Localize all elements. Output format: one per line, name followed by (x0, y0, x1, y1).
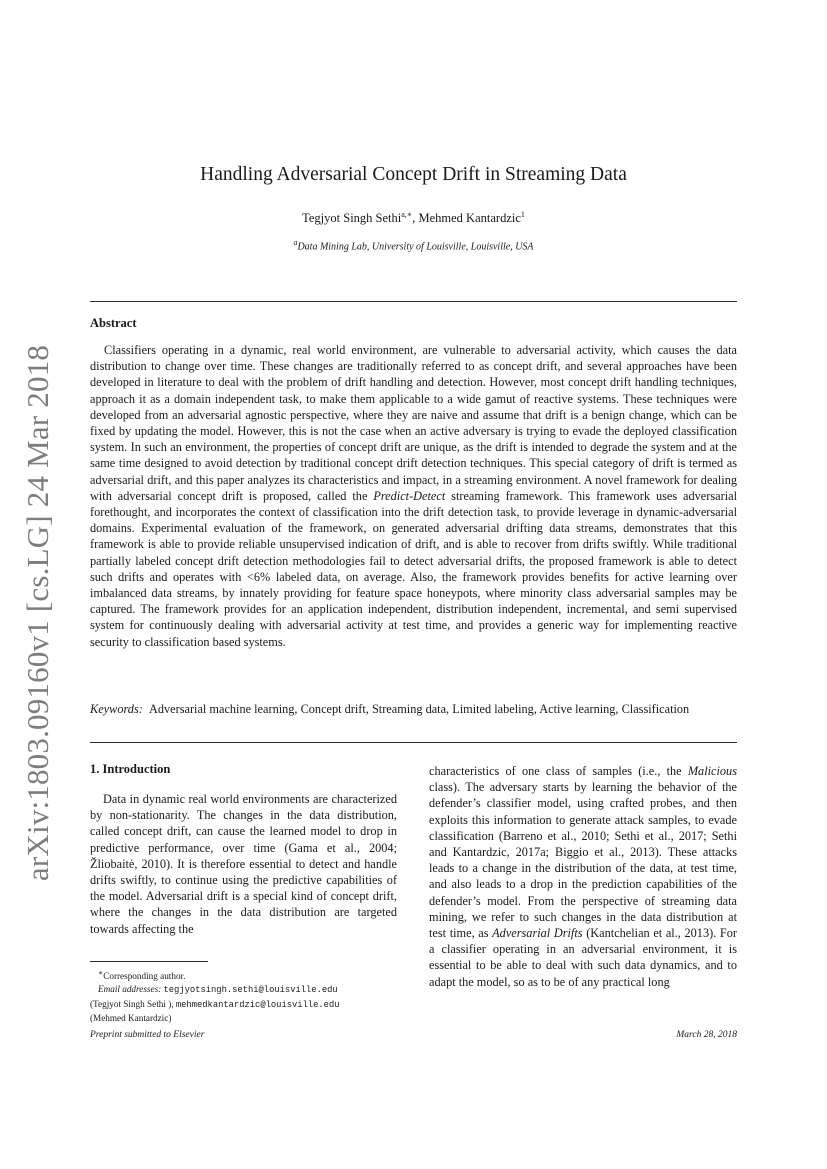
paragraph-text: characteristics of one class of samples (i.e., the (429, 764, 688, 778)
footnote (90, 966, 397, 1026)
keywords-divider (90, 742, 737, 743)
keywords-list: Adversarial machine learning, Concept drift, Streaming data, Limited labeling, Active learning, Classification (148, 702, 690, 716)
author-affiliation-mark: 1 (520, 210, 525, 219)
email-address[interactable]: tegjyotsingh.sethi@louisville.edu (163, 985, 338, 996)
author-affiliation-mark: a,∗ (401, 210, 413, 219)
arxiv-identifier-stamp (14, 344, 62, 882)
author-name: Tegjyot Singh Sethi (302, 211, 402, 226)
footnote-corresponding (90, 966, 397, 983)
date-note: March 28, 2018 (676, 1030, 737, 1040)
preprint-note: Preprint submitted to Elsevier (90, 1030, 205, 1040)
header-divider (90, 301, 737, 302)
paragraph-text: (Kantchelian et al., 2013). For a classifier operating in an adversarial environment, it is essential to be able to deal with such data dynamics, and to adapt the model, so as to be of any practical long (429, 926, 737, 989)
footnote-text: Corresponding author. (103, 971, 186, 982)
emphasized-term: Adversarial Drifts (492, 926, 583, 941)
intro-left-column: Data in dynamic real world environments are characterized by non-stationarity. The changes in the data distribution, called concept drift, can cause the learned model to drop in predictive performance, over time (Gama et al., 2004; Žliobaitė, 2010). It is therefore essential to detect and handle drifts swiftly, to continue using the predictive capabilities of the model. Adversarial drift is a special kind of concept drift, where the changes in the data distribution are targeted towards affecting the (90, 792, 397, 936)
email-label: Email addresses: (98, 984, 162, 995)
abstract-text (90, 342, 737, 650)
keywords (90, 701, 737, 717)
arxiv-identifier-text: arXiv:1803.09160v1 [cs.LG] 24 Mar 2018 (20, 344, 55, 882)
affiliation-mark: a (293, 238, 298, 247)
footnote-emails-cont (90, 1012, 397, 1025)
affiliation-text: Data Mining Lab, University of Louisville, Louisville, USA (297, 241, 534, 253)
footnote-divider (90, 961, 208, 962)
author-name: Mehmed Kantardzic (418, 211, 521, 226)
framework-name: Predict-Detect (373, 488, 446, 503)
footnote-emails (90, 983, 397, 997)
footnote-emails-cont (90, 998, 397, 1012)
affiliation (90, 238, 737, 252)
footnote-mark: ∗ (98, 968, 104, 977)
author-separator: , (412, 211, 419, 226)
paper-title: Handling Adversarial Concept Drift in Streaming Data (200, 164, 627, 185)
email-owner: (Mehmed Kantardzic) (90, 1013, 172, 1024)
email-owner: (Tegjyot Singh Sethi ), (90, 998, 174, 1009)
abstract-text-part: streaming framework. This framework uses adversarial forethought, and incorporates the context of classification into the drift detection task, to provide leverage in dynamic-adversarial domains. Experimental evaluation of the framework, on generated adversarial drifting data streams, demonstrates that this framework is able to provide reliable unsupervised indication of drift, and is able to recover from drifts swiftly. While traditional partially labeled concept drift detection methodologies fail to detect adversarial drifts, the proposed framework is able to detect such drifts and operates with <6% labeled data, on average. Also, the framework provides benefits for active learning over imbalanced data streams, by innately providing for feature space honeypots, where minority class adversarial samples may be captured. The framework provides for an application independent, distribution independent, incremental, and semi supervised system for continuously dealing with adversarial activity at test time, and provides a generic way for implementing reactive security to classification based systems. (90, 488, 737, 649)
author-list (90, 210, 737, 226)
paragraph-text: class). The adversary starts by learning the behavior of the defender’s classifier model, using crafted probes, and then exploits this information to generate attack samples, to evade classification (Barreno et al., 2010; Sethi et al., 2017; Sethi and Kantardzic, 2017a; Biggio et al., 2013). These attacks leads to a change in the distribution of the data, at test time, and also leads to a drop in the prediction capabilities of the defender’s model. From the perspective of streaming data mining, we refer to such changes in the data distribution at test time, as (429, 780, 737, 941)
abstract-text-part: Classifiers operating in a dynamic, real world environment, are vulnerable to adversarial activity, which causes the data distribution to change over time. These changes are traditionally referred to as concept drift, and several approaches have been developed in literature to deal with the problem of drift handling and detection. However, most concept drift handling techniques, approach it as a domain independent task, to make them applicable to a wide gamut of reactive systems. These techniques were developed from an adversarial agnostic perspective, where they are naive and assume that drift is a benign change, which can be fixed by updating the model. However, this is not the case when an active adversary is trying to evade the deployed classification system. In such an environment, the properties of concept drift are unique, as the drift is intended to degrade the system and at the same time designed to avoid detection by traditional concept drift detection techniques. This special category of drift is termed as adversarial drift, and this paper analyzes its characteristics and impact, in a streaming environment. A novel framework for dealing with adversarial concept drift is proposed, called the (90, 343, 737, 503)
keywords-label: Keywords: (90, 702, 143, 716)
section-heading: 1. Introduction (90, 762, 171, 776)
emphasized-term: Malicious (687, 764, 737, 778)
intro-right-column (429, 763, 737, 990)
email-address[interactable]: mehmedkantardzic@louisville.edu (175, 999, 340, 1010)
abstract-heading: Abstract (90, 316, 137, 330)
